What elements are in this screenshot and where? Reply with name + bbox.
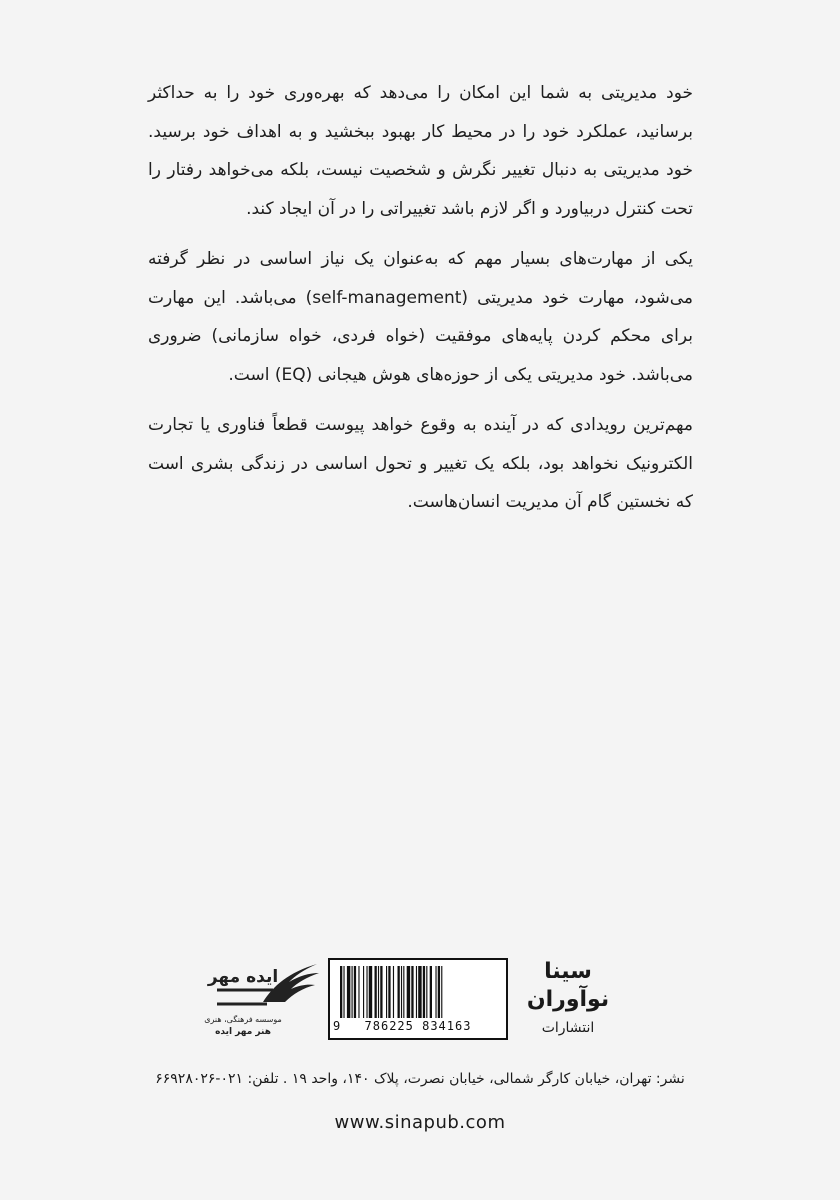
barcode-bar bbox=[354, 966, 356, 1018]
paragraph-self-management-skill: یکی از مهارت‌های بسیار مهم که به‌عنوان یک نیاز اساسی در نظر گرفته می‌شود، مهارت خود مدیریتی (self-management) می‌باشد. این مهارت برای محکم کردن پایه‌های موفقیت (خواه فردی، خواه سازمانی) ضروری می‌باشد. خود مدیریتی یکی از حوزه‌های هوش هیجانی (EQ) است. bbox=[148, 249, 693, 385]
barcode-bar bbox=[418, 966, 421, 1018]
barcode-bar bbox=[340, 966, 342, 1018]
publisher-logo-subtitle-1: موسسه فرهنگی، هنری bbox=[204, 1015, 282, 1024]
barcode-bar bbox=[416, 966, 417, 1018]
sina-logo-line2: نوآوران bbox=[526, 987, 610, 1012]
barcode-bar bbox=[407, 966, 410, 1018]
barcode-bar bbox=[375, 966, 377, 1018]
barcode-bar bbox=[426, 966, 427, 1018]
paragraph-future-event: مهم‌ترین رویدادی که در آینده به وقوع خواهد پیوست قطعاً فناوری یا تجارت الکترونیک نخواهد بود، بلکه یک تغییر و تحول اساسی در زندگی بشری است که نخستین گام آن مدیریت انسان‌هاست. bbox=[148, 415, 693, 512]
barcode-bar bbox=[411, 966, 413, 1018]
paragraph-self-management-intro: خود مدیریتی به شما این امکان را می‌دهد که بهره‌وری خود را به حداکثر برسانید، عملکرد خود را در محیط کار بهبود ببخشید و به اهداف خود برسید. خود مدیریتی به دنبال تغییر نگرش و شخصیت نیست، بلکه می‌خواهد رفتار را تحت کنترل دربیاورد و اگر لازم باشد تغییراتی را در آن ایجاد کند. bbox=[148, 83, 693, 219]
barcode-bar bbox=[438, 966, 440, 1018]
barcode-bar bbox=[435, 966, 436, 1018]
sina-logo-line1: سینا bbox=[544, 959, 592, 984]
publisher-logo-subtitle-2: هنر مهر ایده bbox=[215, 1027, 271, 1037]
barcode-bar bbox=[398, 966, 400, 1018]
barcode-bar bbox=[366, 966, 367, 1018]
barcode-bar bbox=[378, 966, 379, 1018]
barcode-digits-row bbox=[330, 1019, 506, 1033]
barcode-bar bbox=[358, 966, 359, 1018]
sina-noavaran-logo bbox=[516, 952, 616, 1044]
barcode-first-digit: 9 bbox=[333, 1019, 342, 1033]
barcode-bar bbox=[393, 966, 394, 1018]
barcode-bar bbox=[369, 966, 372, 1018]
logos-row bbox=[0, 950, 840, 1050]
barcode-bar bbox=[403, 966, 404, 1018]
publisher-address: نشر: تهران، خیابان کارگر شمالی، خیابان نصرت، پلاک ۱۴۰، واحد ۱۹ . تلفن: ۰۲۱-۶۶۹۲۸۰۲۶ bbox=[155, 1071, 685, 1087]
barcode-bar bbox=[430, 966, 432, 1018]
sina-logo-line3: انتشارات bbox=[541, 1020, 595, 1036]
website-link[interactable]: www.sinapub.com bbox=[334, 1112, 506, 1133]
isbn-barcode bbox=[328, 958, 508, 1040]
publisher-logo-title: ایده مهر bbox=[207, 967, 279, 987]
barcode-bar bbox=[380, 966, 382, 1018]
barcode-bar bbox=[363, 966, 364, 1018]
publisher-logo-idea-mehr bbox=[203, 956, 321, 1044]
barcode-bar bbox=[423, 966, 425, 1018]
body-text bbox=[148, 74, 693, 534]
barcode-bar bbox=[386, 966, 387, 1018]
barcode-digits: 786225 834163 bbox=[364, 1019, 472, 1033]
barcode-bar bbox=[343, 966, 344, 1018]
barcode-bar bbox=[388, 966, 390, 1018]
barcode-bar bbox=[401, 966, 402, 1018]
barcode-bar bbox=[352, 966, 353, 1018]
barcode-bars bbox=[338, 966, 498, 1018]
barcode-bar bbox=[347, 966, 350, 1018]
barcode-bar bbox=[441, 966, 442, 1018]
